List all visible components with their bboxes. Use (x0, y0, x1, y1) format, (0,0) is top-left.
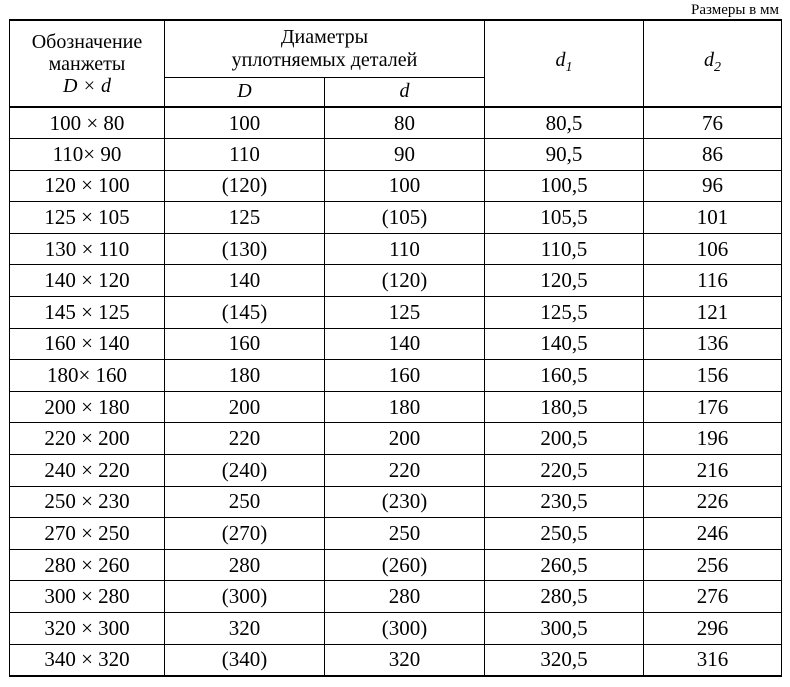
cell-D: (340) (165, 644, 325, 676)
cell-d1: 90,5 (485, 139, 644, 171)
header-designation-line3: D × d (63, 74, 111, 97)
header-diameters (165, 20, 485, 77)
cell-designation: 110× 90 (10, 139, 165, 171)
cell-D: 125 (165, 202, 325, 234)
table-row (10, 265, 782, 297)
header-designation-line2: манжеты (48, 52, 126, 75)
table-row (10, 328, 782, 360)
table-row (10, 202, 782, 234)
table-row (10, 391, 782, 423)
cell-d: 180 (325, 391, 485, 423)
cell-D: (240) (165, 455, 325, 487)
cell-designation: 320 × 300 (10, 613, 165, 645)
cell-designation: 270 × 250 (10, 518, 165, 550)
cuff-dimensions-table (9, 19, 782, 677)
header-row-top (10, 20, 782, 77)
cell-designation: 180× 160 (10, 360, 165, 392)
cell-d2: 276 (644, 581, 782, 613)
cell-d1: 140,5 (485, 328, 644, 360)
cell-d: (300) (325, 613, 485, 645)
header-diameters-line2: уплотняемых деталей (231, 48, 418, 71)
cell-d: 80 (325, 107, 485, 139)
cell-d: 250 (325, 518, 485, 550)
cell-d: 280 (325, 581, 485, 613)
table-row (10, 518, 782, 550)
header-d: d (325, 77, 485, 107)
cell-d1: 300,5 (485, 613, 644, 645)
cell-d: 110 (325, 233, 485, 265)
cell-d1: 220,5 (485, 455, 644, 487)
cell-D: 250 (165, 486, 325, 518)
cell-designation: 200 × 180 (10, 391, 165, 423)
cell-d2: 76 (644, 107, 782, 139)
table-row (10, 297, 782, 329)
cell-designation: 120 × 100 (10, 170, 165, 202)
cell-d1: 105,5 (485, 202, 644, 234)
cell-D: (130) (165, 233, 325, 265)
cell-d2: 156 (644, 360, 782, 392)
units-note: Размеры в мм (690, 2, 779, 18)
cell-d2: 216 (644, 455, 782, 487)
cell-d2: 101 (644, 202, 782, 234)
cell-d2: 226 (644, 486, 782, 518)
cell-d2: 136 (644, 328, 782, 360)
cell-designation: 145 × 125 (10, 297, 165, 329)
cell-d: 100 (325, 170, 485, 202)
table-row (10, 549, 782, 581)
table-body (10, 107, 782, 676)
header-d2-main: d (704, 48, 714, 71)
cell-d: 320 (325, 644, 485, 676)
table-row (10, 107, 782, 139)
header-designation-line1: Обозначение (31, 30, 143, 53)
table-row (10, 581, 782, 613)
cell-d1: 320,5 (485, 644, 644, 676)
cell-d1: 250,5 (485, 518, 644, 550)
header-d2-sub: 2 (714, 59, 721, 75)
cell-d1: 160,5 (485, 360, 644, 392)
cell-d: 200 (325, 423, 485, 455)
cell-D: 280 (165, 549, 325, 581)
cell-d2: 96 (644, 170, 782, 202)
cell-d: (260) (325, 549, 485, 581)
cell-d2: 121 (644, 297, 782, 329)
cell-d: (120) (325, 265, 485, 297)
header-d1-main: d (555, 48, 566, 71)
cell-d: 220 (325, 455, 485, 487)
table-row (10, 170, 782, 202)
cell-d: 160 (325, 360, 485, 392)
cell-designation: 280 × 260 (10, 549, 165, 581)
table-row (10, 139, 782, 171)
cell-d: 125 (325, 297, 485, 329)
header-designation (10, 20, 165, 107)
cell-d1: 80,5 (485, 107, 644, 139)
cell-d1: 120,5 (485, 265, 644, 297)
cell-D: (145) (165, 297, 325, 329)
cell-d1: 280,5 (485, 581, 644, 613)
cell-designation: 140 × 120 (10, 265, 165, 297)
cell-designation: 130 × 110 (10, 233, 165, 265)
cell-designation: 250 × 230 (10, 486, 165, 518)
cell-d2: 256 (644, 549, 782, 581)
cell-d: 140 (325, 328, 485, 360)
header-diameters-line1: Диаметры (280, 25, 369, 48)
cell-D: (270) (165, 518, 325, 550)
cell-d1: 110,5 (485, 233, 644, 265)
cell-D: 160 (165, 328, 325, 360)
table-row (10, 455, 782, 487)
cell-d2: 196 (644, 423, 782, 455)
cell-d2: 106 (644, 233, 782, 265)
header-d1 (485, 20, 644, 107)
header-D: D (165, 77, 325, 107)
cell-D: 100 (165, 107, 325, 139)
cell-d1: 200,5 (485, 423, 644, 455)
cell-d1: 125,5 (485, 297, 644, 329)
cell-designation: 125 × 105 (10, 202, 165, 234)
cell-D: 220 (165, 423, 325, 455)
header-d2 (644, 20, 782, 107)
table-row (10, 644, 782, 676)
cell-d1: 180,5 (485, 391, 644, 423)
cell-designation: 100 × 80 (10, 107, 165, 139)
header-d1-sub: 1 (565, 59, 573, 75)
cell-D: 200 (165, 391, 325, 423)
cell-d2: 86 (644, 139, 782, 171)
cell-d: (230) (325, 486, 485, 518)
cell-d2: 246 (644, 518, 782, 550)
cell-designation: 160 × 140 (10, 328, 165, 360)
cell-D: (300) (165, 581, 325, 613)
cell-D: 110 (165, 139, 325, 171)
table-row (10, 486, 782, 518)
cell-d2: 296 (644, 613, 782, 645)
cell-d1: 260,5 (485, 549, 644, 581)
cell-D: (120) (165, 170, 325, 202)
cell-d: (105) (325, 202, 485, 234)
cell-d2: 316 (644, 644, 782, 676)
cell-d2: 116 (644, 265, 782, 297)
cell-d1: 230,5 (485, 486, 644, 518)
cell-d2: 176 (644, 391, 782, 423)
cell-D: 180 (165, 360, 325, 392)
cell-D: 140 (165, 265, 325, 297)
cell-d1: 100,5 (485, 170, 644, 202)
table-row (10, 360, 782, 392)
table-row (10, 233, 782, 265)
cell-designation: 240 × 220 (10, 455, 165, 487)
cell-designation: 220 × 200 (10, 423, 165, 455)
cell-d: 90 (325, 139, 485, 171)
cell-D: 320 (165, 613, 325, 645)
table-row (10, 613, 782, 645)
table-row (10, 423, 782, 455)
cell-designation: 300 × 280 (10, 581, 165, 613)
cell-designation: 340 × 320 (10, 644, 165, 676)
